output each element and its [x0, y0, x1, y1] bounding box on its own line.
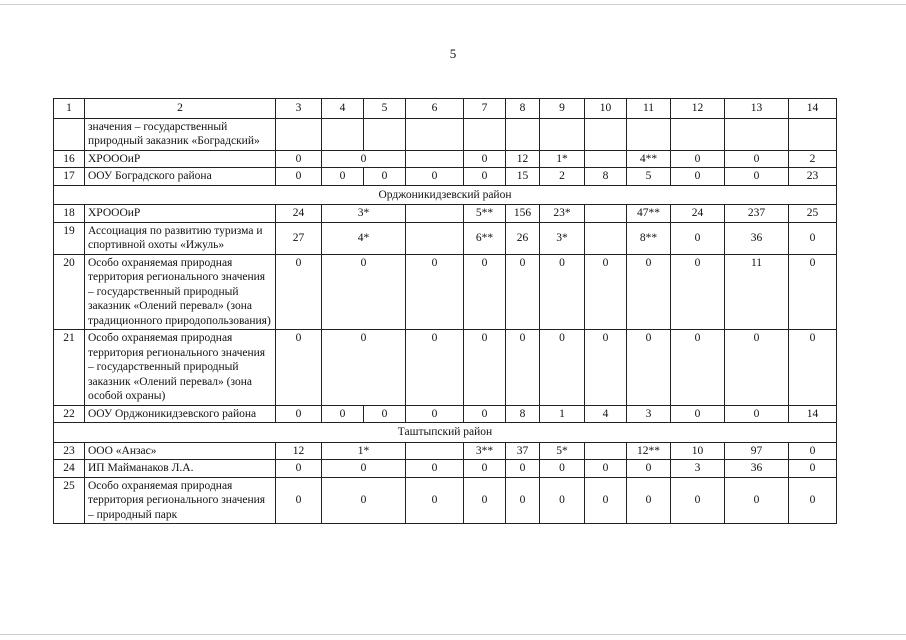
cell-c11: 5 [627, 168, 671, 186]
cell-c12: 0 [671, 150, 725, 168]
cell-c8: 0 [506, 460, 540, 478]
cell-c6: 0 [406, 168, 464, 186]
cell-c12: 24 [671, 205, 725, 223]
cell-c11: 0 [627, 477, 671, 524]
row-name: Ассоциация по развитию туризма и спортивной охоты «Ижуль» [85, 222, 276, 254]
table-row [54, 405, 837, 423]
cell-c10: 0 [585, 330, 627, 406]
row-number: 17 [54, 168, 85, 186]
cell-c3: 27 [276, 222, 322, 254]
cell-c6: 0 [406, 405, 464, 423]
table-row-continuation [54, 118, 837, 150]
row-number: 22 [54, 405, 85, 423]
cell-c6 [406, 205, 464, 223]
cell-c3: 0 [276, 168, 322, 186]
page-number: 5 [449, 46, 457, 61]
cell-c4-5: 0 [322, 150, 406, 168]
row-name: Особо охраняемая природная территория регионального значения – природный парк [85, 477, 276, 524]
header-cell: 1 [54, 99, 85, 119]
cell-c7: 0 [464, 330, 506, 406]
table-row [54, 460, 837, 478]
cell-c8: 0 [506, 477, 540, 524]
row-name: Особо охраняемая природная территория регионального значения – государственный природный заказник «Олений перевал» (зона особой охраны) [85, 330, 276, 406]
cell-c12: 0 [671, 168, 725, 186]
cell-c6: 0 [406, 330, 464, 406]
cell-c11: 47** [627, 205, 671, 223]
cell-c7: 3** [464, 442, 506, 460]
cell-c8: 8 [506, 405, 540, 423]
cell-c9: 1 [540, 405, 585, 423]
cell-c8: 37 [506, 442, 540, 460]
table-row [54, 205, 837, 223]
cell-c14: 0 [789, 477, 837, 524]
cell-c12: 3 [671, 460, 725, 478]
row-number: 21 [54, 330, 85, 406]
row-number: 25 [54, 477, 85, 524]
cell-c9: 0 [540, 477, 585, 524]
cell-c9: 2 [540, 168, 585, 186]
cell-c10: 0 [585, 460, 627, 478]
cell-c10: 0 [585, 254, 627, 330]
cell-c4-5: 0 [322, 460, 406, 478]
cell-c3: 0 [276, 330, 322, 406]
header-cell: 14 [789, 99, 837, 119]
row-name: ООУ Боградского района [85, 168, 276, 186]
cell-c5: 0 [364, 168, 406, 186]
cell-c4: 0 [322, 405, 364, 423]
table-row [54, 222, 837, 254]
cell-c8: 0 [506, 254, 540, 330]
row-number: 23 [54, 442, 85, 460]
cell-c5: 0 [364, 405, 406, 423]
cell-c11: 0 [627, 254, 671, 330]
cell-c14: 0 [789, 460, 837, 478]
cell-c3: 0 [276, 254, 322, 330]
table-row [54, 168, 837, 186]
table-row [54, 477, 837, 524]
cell-c10: 4 [585, 405, 627, 423]
cell-c8: 12 [506, 150, 540, 168]
cell-c11: 0 [627, 460, 671, 478]
scan-edge-bottom [0, 634, 906, 635]
cell-c8: 26 [506, 222, 540, 254]
cell-c7: 0 [464, 460, 506, 478]
cell-c14: 0 [789, 222, 837, 254]
cell-c7: 5** [464, 205, 506, 223]
cell-c9: 3* [540, 222, 585, 254]
cell-c10: 8 [585, 168, 627, 186]
cell-c8: 0 [506, 330, 540, 406]
row-number: 20 [54, 254, 85, 330]
cell-c7: 0 [464, 477, 506, 524]
table-row [54, 254, 837, 330]
cell-c4-5: 3* [322, 205, 406, 223]
cell-c11: 4** [627, 150, 671, 168]
cell-c13: 0 [725, 405, 789, 423]
cell-c3: 24 [276, 205, 322, 223]
cell-c9: 5* [540, 442, 585, 460]
header-cell: 7 [464, 99, 506, 119]
cell-c9: 0 [540, 330, 585, 406]
cell-c13: 0 [725, 330, 789, 406]
cell-c6 [406, 442, 464, 460]
cell-c10 [585, 150, 627, 168]
cell-c6: 0 [406, 460, 464, 478]
row-name: ХРОООиР [85, 205, 276, 223]
table-header-row [54, 99, 837, 119]
cell-c12: 10 [671, 442, 725, 460]
cell-c10 [585, 222, 627, 254]
cell-c14: 14 [789, 405, 837, 423]
cell-c3: 0 [276, 150, 322, 168]
row-name: ИП Майманаков Л.А. [85, 460, 276, 478]
cell-c7: 0 [464, 168, 506, 186]
section-title: Таштыпский район [54, 423, 837, 443]
cell-c6: 0 [406, 477, 464, 524]
cell-c7: 0 [464, 254, 506, 330]
cell-c4-5: 4* [322, 222, 406, 254]
header-cell: 6 [406, 99, 464, 119]
cell-c4-5: 0 [322, 477, 406, 524]
header-cell: 13 [725, 99, 789, 119]
cell-c12: 0 [671, 477, 725, 524]
cell-c6 [406, 150, 464, 168]
cell-c14: 23 [789, 168, 837, 186]
row-number: 24 [54, 460, 85, 478]
cell-c3: 0 [276, 477, 322, 524]
cell-c10: 0 [585, 477, 627, 524]
cell-c14: 2 [789, 150, 837, 168]
header-cell: 8 [506, 99, 540, 119]
cell-c9: 0 [540, 254, 585, 330]
header-cell: 2 [85, 99, 276, 119]
scan-edge-top [0, 4, 906, 5]
cell-c4: 0 [322, 168, 364, 186]
cell-c7: 0 [464, 150, 506, 168]
row-name: значения – государственный природный заказник «Боградский» [85, 118, 276, 150]
header-cell: 4 [322, 99, 364, 119]
header-cell: 12 [671, 99, 725, 119]
cell-c13: 97 [725, 442, 789, 460]
cell-c11: 12** [627, 442, 671, 460]
cell-c12: 0 [671, 330, 725, 406]
row-name: ООУ Орджоникидзевского района [85, 405, 276, 423]
cell-c12: 0 [671, 222, 725, 254]
cell-c12: 0 [671, 405, 725, 423]
cell-c8: 15 [506, 168, 540, 186]
cell-c9: 0 [540, 460, 585, 478]
table-row [54, 442, 837, 460]
row-number: 18 [54, 205, 85, 223]
table-row [54, 330, 837, 406]
cell-c14: 0 [789, 330, 837, 406]
cell-c13: 0 [725, 150, 789, 168]
header-cell: 9 [540, 99, 585, 119]
row-number: 16 [54, 150, 85, 168]
cell-c13: 0 [725, 168, 789, 186]
cell-c7: 0 [464, 405, 506, 423]
hunting-grounds-table [53, 98, 837, 524]
table-row [54, 150, 837, 168]
header-cell: 10 [585, 99, 627, 119]
cell-c14: 0 [789, 254, 837, 330]
row-name: Особо охраняемая природная территория регионального значения – государственный природный заказник «Олений перевал» (зона традиционного природопользования) [85, 254, 276, 330]
cell-c10 [585, 442, 627, 460]
cell-c7: 6** [464, 222, 506, 254]
cell-c11: 8** [627, 222, 671, 254]
row-name: ХРОООиР [85, 150, 276, 168]
cell-c13: 36 [725, 460, 789, 478]
header-cell: 11 [627, 99, 671, 119]
section-title: Орджоникидзевский район [54, 185, 837, 205]
cell-c13: 0 [725, 477, 789, 524]
cell-c14: 25 [789, 205, 837, 223]
cell-c4-5: 0 [322, 330, 406, 406]
section-row [54, 185, 837, 205]
cell-c3: 0 [276, 405, 322, 423]
section-row [54, 423, 837, 443]
row-name: ООО «Анзас» [85, 442, 276, 460]
cell-c4-5: 0 [322, 254, 406, 330]
cell-c11: 3 [627, 405, 671, 423]
cell-c10 [585, 205, 627, 223]
cell-c4-5: 1* [322, 442, 406, 460]
cell-c3: 0 [276, 460, 322, 478]
cell-c14: 0 [789, 442, 837, 460]
cell-c12: 0 [671, 254, 725, 330]
cell-c8: 156 [506, 205, 540, 223]
cell-c13: 36 [725, 222, 789, 254]
cell-c3: 12 [276, 442, 322, 460]
cell-c6: 0 [406, 254, 464, 330]
header-cell: 3 [276, 99, 322, 119]
cell-c9: 23* [540, 205, 585, 223]
header-cell: 5 [364, 99, 406, 119]
row-number: 19 [54, 222, 85, 254]
cell-c13: 237 [725, 205, 789, 223]
cell-c11: 0 [627, 330, 671, 406]
cell-c13: 11 [725, 254, 789, 330]
cell-c9: 1* [540, 150, 585, 168]
cell-c6 [406, 222, 464, 254]
